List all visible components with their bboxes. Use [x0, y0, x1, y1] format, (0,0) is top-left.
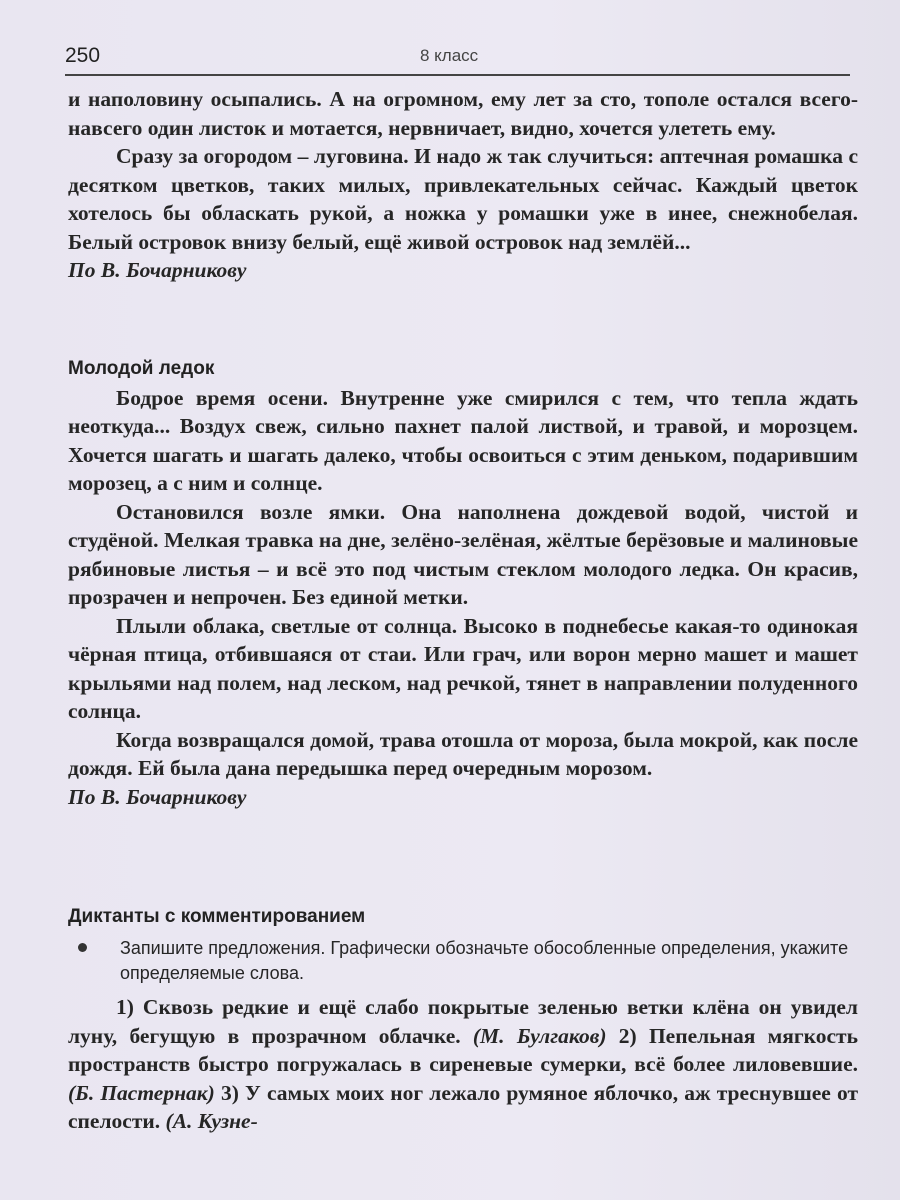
paragraph: Когда возвращался домой, трава отошла от мороза, была мокрой, как после дождя. Ей была дана передышка перед очередным морозом.: [68, 727, 858, 780]
paragraph: Плыли облака, светлые от солнца. Высоко в поднебесье какая-то одинокая чёрная птица, отбившаяся от стаи. Или грач, или ворон мерно машет и машет крыльями над полем, над леском, над речкой, тянет в направлении полуденного солнца.: [68, 613, 858, 723]
attribution: По В. Бочарникову: [68, 784, 247, 809]
paragraph: Остановился возле ямки. Она наполнена дождевой водой, чистой и студёной. Мелкая травка на дне, зелёно-зелёная, жёлтые берёзовые и малиновые рябиновые листья – и всё это под чистым стеклом молодого ледка. Он красив, прозрачен и непрочен. Без единой метки.: [68, 499, 858, 609]
author: (А. Кузне-: [165, 1109, 258, 1133]
sentence: 1) Сквозь редкие и ещё слабо покрытые зеленью ветки клёна он увидел луну, бегущую в прозрачном облачке.: [68, 995, 858, 1048]
text-excerpt-2: [68, 355, 858, 811]
page-number: 250: [65, 44, 101, 67]
sentence: 3) У самых моих ног лежало румяное яблочко, аж треснувшее от спелости.: [68, 1080, 859, 1133]
section-heading-wrap: [68, 903, 858, 932]
bullet-icon: [78, 943, 87, 952]
attribution: По В. Бочарникову: [68, 258, 247, 282]
dictation-sentences: [68, 993, 858, 1136]
page-header: [65, 44, 850, 76]
paragraph: Сразу за огородом – луговина. И надо ж так случиться: аптечная ромашка с десятком цветков, таких милых, привлекательных сейчас. Каждый цветок хотелось бы обласкать рукой, а ножка у ромашки уже в инее, снежнобелая. Белый островок внизу белый, ещё живой островок над землёй...: [68, 144, 858, 254]
author: (Б. Пастернак): [68, 1080, 215, 1105]
task-text: Запишите предложения. Графически обозначьте обособленные определения, укажите определяемые слова.: [120, 938, 849, 983]
paragraph: Бодрое время осени. Внутренне уже смирился с тем, что тепла ждать неоткуда... Воздух свеж, сильно пахнет палой листвой, и травой, и морозцем. Хочется шагать и шагать далеко, чтобы освоиться с этим деньком, подарившим морозец, а с ним и солнце.: [68, 385, 858, 495]
text-title: Молодой ледок: [68, 358, 215, 379]
text-excerpt-1: [68, 85, 858, 285]
section-title: Диктанты с комментированием: [68, 906, 366, 927]
paragraph: и наполовину осыпались. А на огромном, ему лет за сто, тополе остался всего-навсего один листок и мотается, нервничает, видно, хочется улететь ему.: [68, 87, 858, 140]
sentence: 2) Пепельная мягкость пространств быстро погружалась в сиреневые сумерки, всё более лиловевшие.: [68, 1023, 858, 1076]
author: (М. Булгаков): [472, 1023, 607, 1048]
task-instruction: [68, 936, 858, 986]
running-head: 8 класс: [420, 46, 479, 65]
